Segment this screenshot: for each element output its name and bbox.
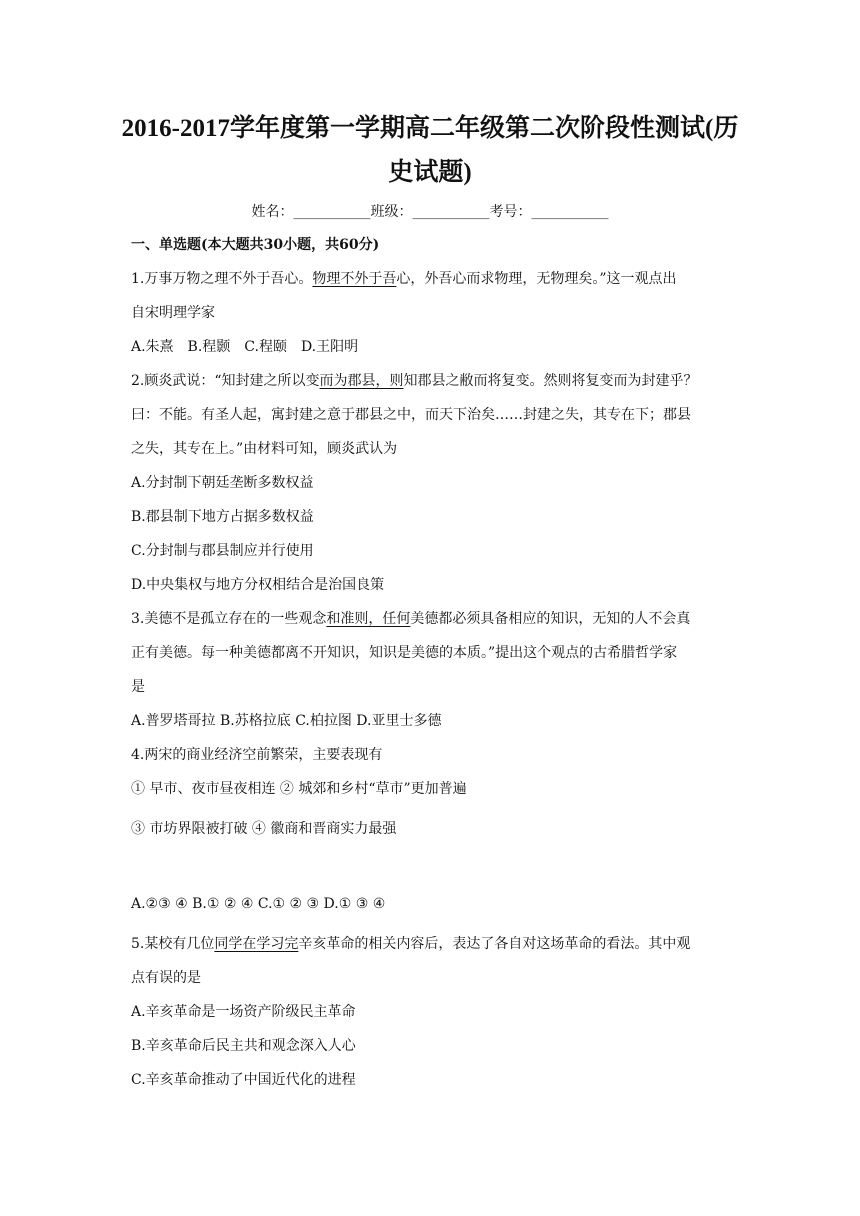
q2-stem-line-2: 曰：不能。有圣人起，寓封建之意于郡县之中，而天下治矣……封建之失，其专在下；郡县 xyxy=(131,407,691,423)
q3-text-a: 3.美德不是孤立存在的一些观念 xyxy=(131,611,327,627)
q5-text-a: 5.某校有几位 xyxy=(131,936,215,952)
student-info-line: 姓名：___________班级：___________考号：___________ xyxy=(251,204,609,220)
q2-option-b: B.郡县制下地方占据多数权益 xyxy=(131,509,314,525)
q1-stem-line-1 xyxy=(131,269,741,289)
q5-text-b: 辛亥革命的相关内容后，表达了各自对这场革命的看法。其中观 xyxy=(298,936,691,952)
q5-stem-line-2: 点有误的是 xyxy=(131,970,201,986)
q2-stem-line-1 xyxy=(131,371,741,391)
exam-title-line-1: 2016-2017学年度第一学期高二年级第二次阶段性测试(历 xyxy=(121,115,739,142)
q4-stem: 4.两宋的商业经济空前繁荣，主要表现有 xyxy=(131,747,383,763)
q5-option-a: A.辛亥革命是一场资产阶级民主革命 xyxy=(131,1004,356,1020)
q4-items-line-2: ③ 市坊界限被打破 ④ 徽商和晋商实力最强 xyxy=(131,821,397,837)
q5-option-b: B.辛亥革命后民主共和观念深入人心 xyxy=(131,1038,356,1054)
q5-underlined-text: 同学在学习完 xyxy=(214,936,299,952)
q2-text-a: 2.顾炎武说：“知封建之所以变 xyxy=(131,373,320,389)
q2-option-d: D.中央集权与地方分权相结合是治国良策 xyxy=(131,577,385,593)
q1-text-b: 心，外吾心而求物理，无物理矣。”这一观点出 xyxy=(396,271,677,287)
q2-option-c: C.分封制与郡县制应并行使用 xyxy=(131,543,314,559)
q2-text-b: 知郡县之敝而将复变。然则将复变而为封建乎？ xyxy=(403,373,698,389)
q2-underlined-text: 而为郡县，则 xyxy=(319,373,404,389)
q4-options: A.②③ ④ B.① ② ④ C.① ② ③ D.① ③ ④ xyxy=(131,896,386,912)
q2-option-a: A.分封制下朝廷垄断多数权益 xyxy=(131,475,314,491)
q3-stem-line-3: 是 xyxy=(131,679,145,695)
q3-underlined-text: 和准则，任何 xyxy=(326,611,411,627)
exam-title-line-2: 史试题) xyxy=(388,159,472,186)
q4-items-line-1: ① 早市、夜市昼夜相连 ② 城郊和乡村“草市”更加普遍 xyxy=(131,781,467,797)
q1-options: A.朱熹 B.程颢 C.程颐 D.王阳明 xyxy=(131,339,359,355)
q2-stem-line-3: 之失，其专在上。”由材料可知，顾炎武认为 xyxy=(131,441,398,457)
q1-text-a: 1.万事万物之理不外于吾心。 xyxy=(131,271,313,287)
q3-stem-line-1 xyxy=(131,609,741,629)
q5-option-c: C.辛亥革命推动了中国近代化的进程 xyxy=(131,1072,356,1088)
q3-text-b: 美德都必须具备相应的知识，无知的人不会真 xyxy=(410,611,691,627)
section-heading: 一、单选题(本大题共30小题，共60分) xyxy=(131,237,380,253)
q5-stem-line-1 xyxy=(131,934,741,954)
q3-options: A.普罗塔哥拉 B.苏格拉底 C.柏拉图 D.亚里士多德 xyxy=(131,713,442,729)
q3-stem-line-2: 正有美德。每一种美德都离不开知识，知识是美德的本质。”提出这个观点的古希腊哲学家 xyxy=(131,645,678,661)
q1-stem-line-2: 自宋明理学家 xyxy=(131,305,215,321)
q1-underlined-text: 物理不外于吾 xyxy=(312,271,397,287)
